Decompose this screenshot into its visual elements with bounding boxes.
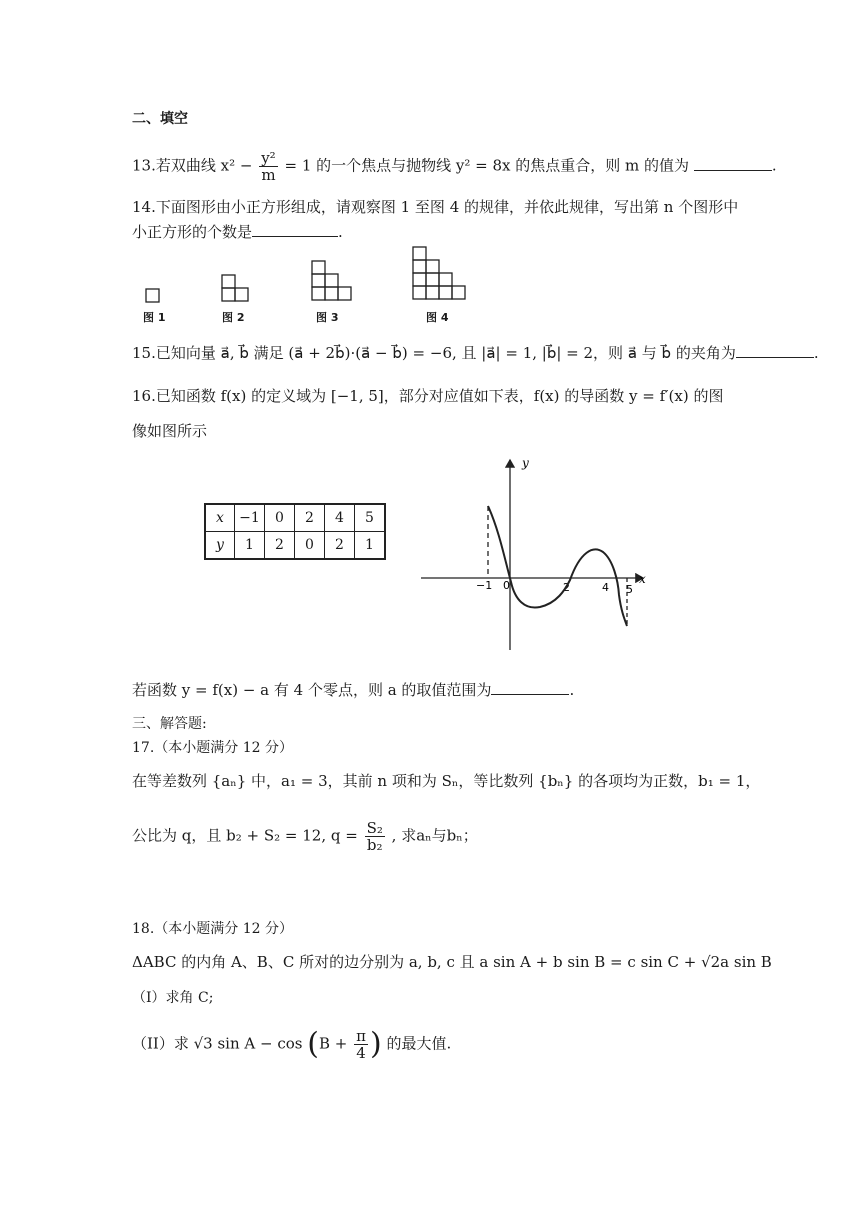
question-18-part1: （I）求角 C; [132, 990, 214, 1006]
table-x-header: x [205, 504, 235, 532]
table-cell: 0 [295, 532, 325, 560]
q16-value-table [204, 503, 386, 560]
table-cell: 2 [295, 504, 325, 532]
q18-frac-denominator: 4 [356, 1044, 366, 1062]
table-cell: 0 [265, 504, 295, 532]
fig1-label: 图 1 [143, 311, 166, 324]
table-cell: 1 [235, 532, 265, 560]
fig1-square [146, 289, 159, 302]
table-cell: 2 [265, 532, 295, 560]
q13-text-end: = 1 的一个焦点与抛物线 y² = 8x 的焦点重合，则 m 的值为 [284, 156, 690, 175]
q18-paren-open: ( [307, 1026, 319, 1062]
question-15 [132, 341, 819, 364]
q17-line2-start: 公比为 q，且 b₂ + S₂ = 12, q = [132, 826, 363, 845]
question-18-heading: 18.（本小题满分 12 分） [132, 921, 293, 937]
section-fill-in-title: 二、填空 [132, 111, 188, 127]
y-axis-label: y [522, 456, 529, 470]
question-17-line2 [132, 820, 478, 853]
q17-frac-numerator: S₂ [366, 819, 383, 837]
tick-label: 2 [563, 581, 570, 594]
q18-part2-start: （II）求 √3 sin A − cos [132, 1034, 303, 1053]
table-row-x [205, 504, 385, 532]
table-cell: 1 [355, 532, 386, 560]
table-cell: 2 [325, 532, 355, 560]
q18-frac-numerator: π [356, 1027, 366, 1045]
table-row-y [205, 532, 385, 560]
q18-part2-b: B + [318, 1034, 353, 1053]
q13-frac-numerator: y² [261, 149, 276, 167]
q14-square-figures [0, 0, 860, 340]
q14-line2-text: 小正方形的个数是 [132, 223, 253, 241]
question-14-line1: 14.下面图形由小正方形组成，请观察图 1 至图 4 的规律，并依此规律，写出第 n 个图形中 [132, 198, 739, 216]
x-axis-label: x [639, 572, 646, 586]
q15-period: . [813, 344, 819, 362]
question-17-line1: 在等差数列 {aₙ} 中，a₁ = 3，其前 n 项和为 Sₙ，等比数列 {bₙ} 的各项均为正数，b₁ = 1， [132, 772, 761, 790]
q17-frac-denominator: b₂ [366, 836, 383, 854]
q14-period: . [338, 223, 343, 241]
fig2-label: 图 2 [222, 311, 245, 324]
q13-text-start: 13.若双曲线 x² − [132, 156, 258, 175]
table-y-header: y [205, 532, 235, 560]
fig3-label: 图 3 [316, 311, 339, 324]
tick-label: 4 [602, 581, 609, 594]
derivative-curve [488, 506, 627, 626]
q18-paren-close: ) [369, 1026, 382, 1062]
table-cell: 5 [355, 504, 386, 532]
fig4-label: 图 4 [426, 311, 449, 324]
q18-fraction [354, 1028, 368, 1061]
origin-label: 0 [503, 579, 510, 592]
question-17-heading: 17.（本小题满分 12 分） [132, 740, 293, 756]
q17-fraction [365, 820, 385, 853]
question-16-line1: 16.已知函数 f(x) 的定义域为 [−1, 5]，部分对应值如下表，f(x) 的导函数 y = f′(x) 的图 [132, 387, 724, 405]
q16-answer-blank [491, 678, 569, 695]
question-16-line3 [132, 678, 574, 701]
question-18-part2 [132, 1028, 451, 1061]
q17-line2-end: , 求aₙ与bₙ； [391, 826, 478, 845]
q18-part2-end: 的最大值. [386, 1034, 452, 1053]
question-16-line2: 像如图所示 [132, 422, 208, 440]
q16-derivative-graph [415, 450, 655, 660]
table-cell: −1 [235, 504, 265, 532]
q13-period: . [771, 156, 777, 175]
section-answer-title: 三、解答题: [132, 716, 207, 732]
question-18-line1: ΔABC 的内角 A、B、C 所对的边分别为 a, b, c 且 a sin A + b sin B = c sin C + √2a sin B [132, 953, 772, 971]
q15-text: 15.已知向量 a⃗, b⃗ 满足 (a⃗ + 2b⃗)·(a⃗ − b⃗) = −6, 且 |a⃗| = 1, |b⃗| = 2，则 a⃗ 与 b⃗ 的夹角为 [132, 344, 736, 362]
table-cell: 4 [325, 504, 355, 532]
tick-label: 5 [626, 583, 633, 596]
q15-answer-blank [736, 341, 814, 358]
q16-line3-text: 若函数 y = f(x) − a 有 4 个零点，则 a 的取值范围为 [132, 681, 492, 699]
q16-period: . [569, 681, 575, 699]
q13-frac-denominator: m [261, 166, 276, 184]
tick-label: −1 [476, 579, 493, 592]
